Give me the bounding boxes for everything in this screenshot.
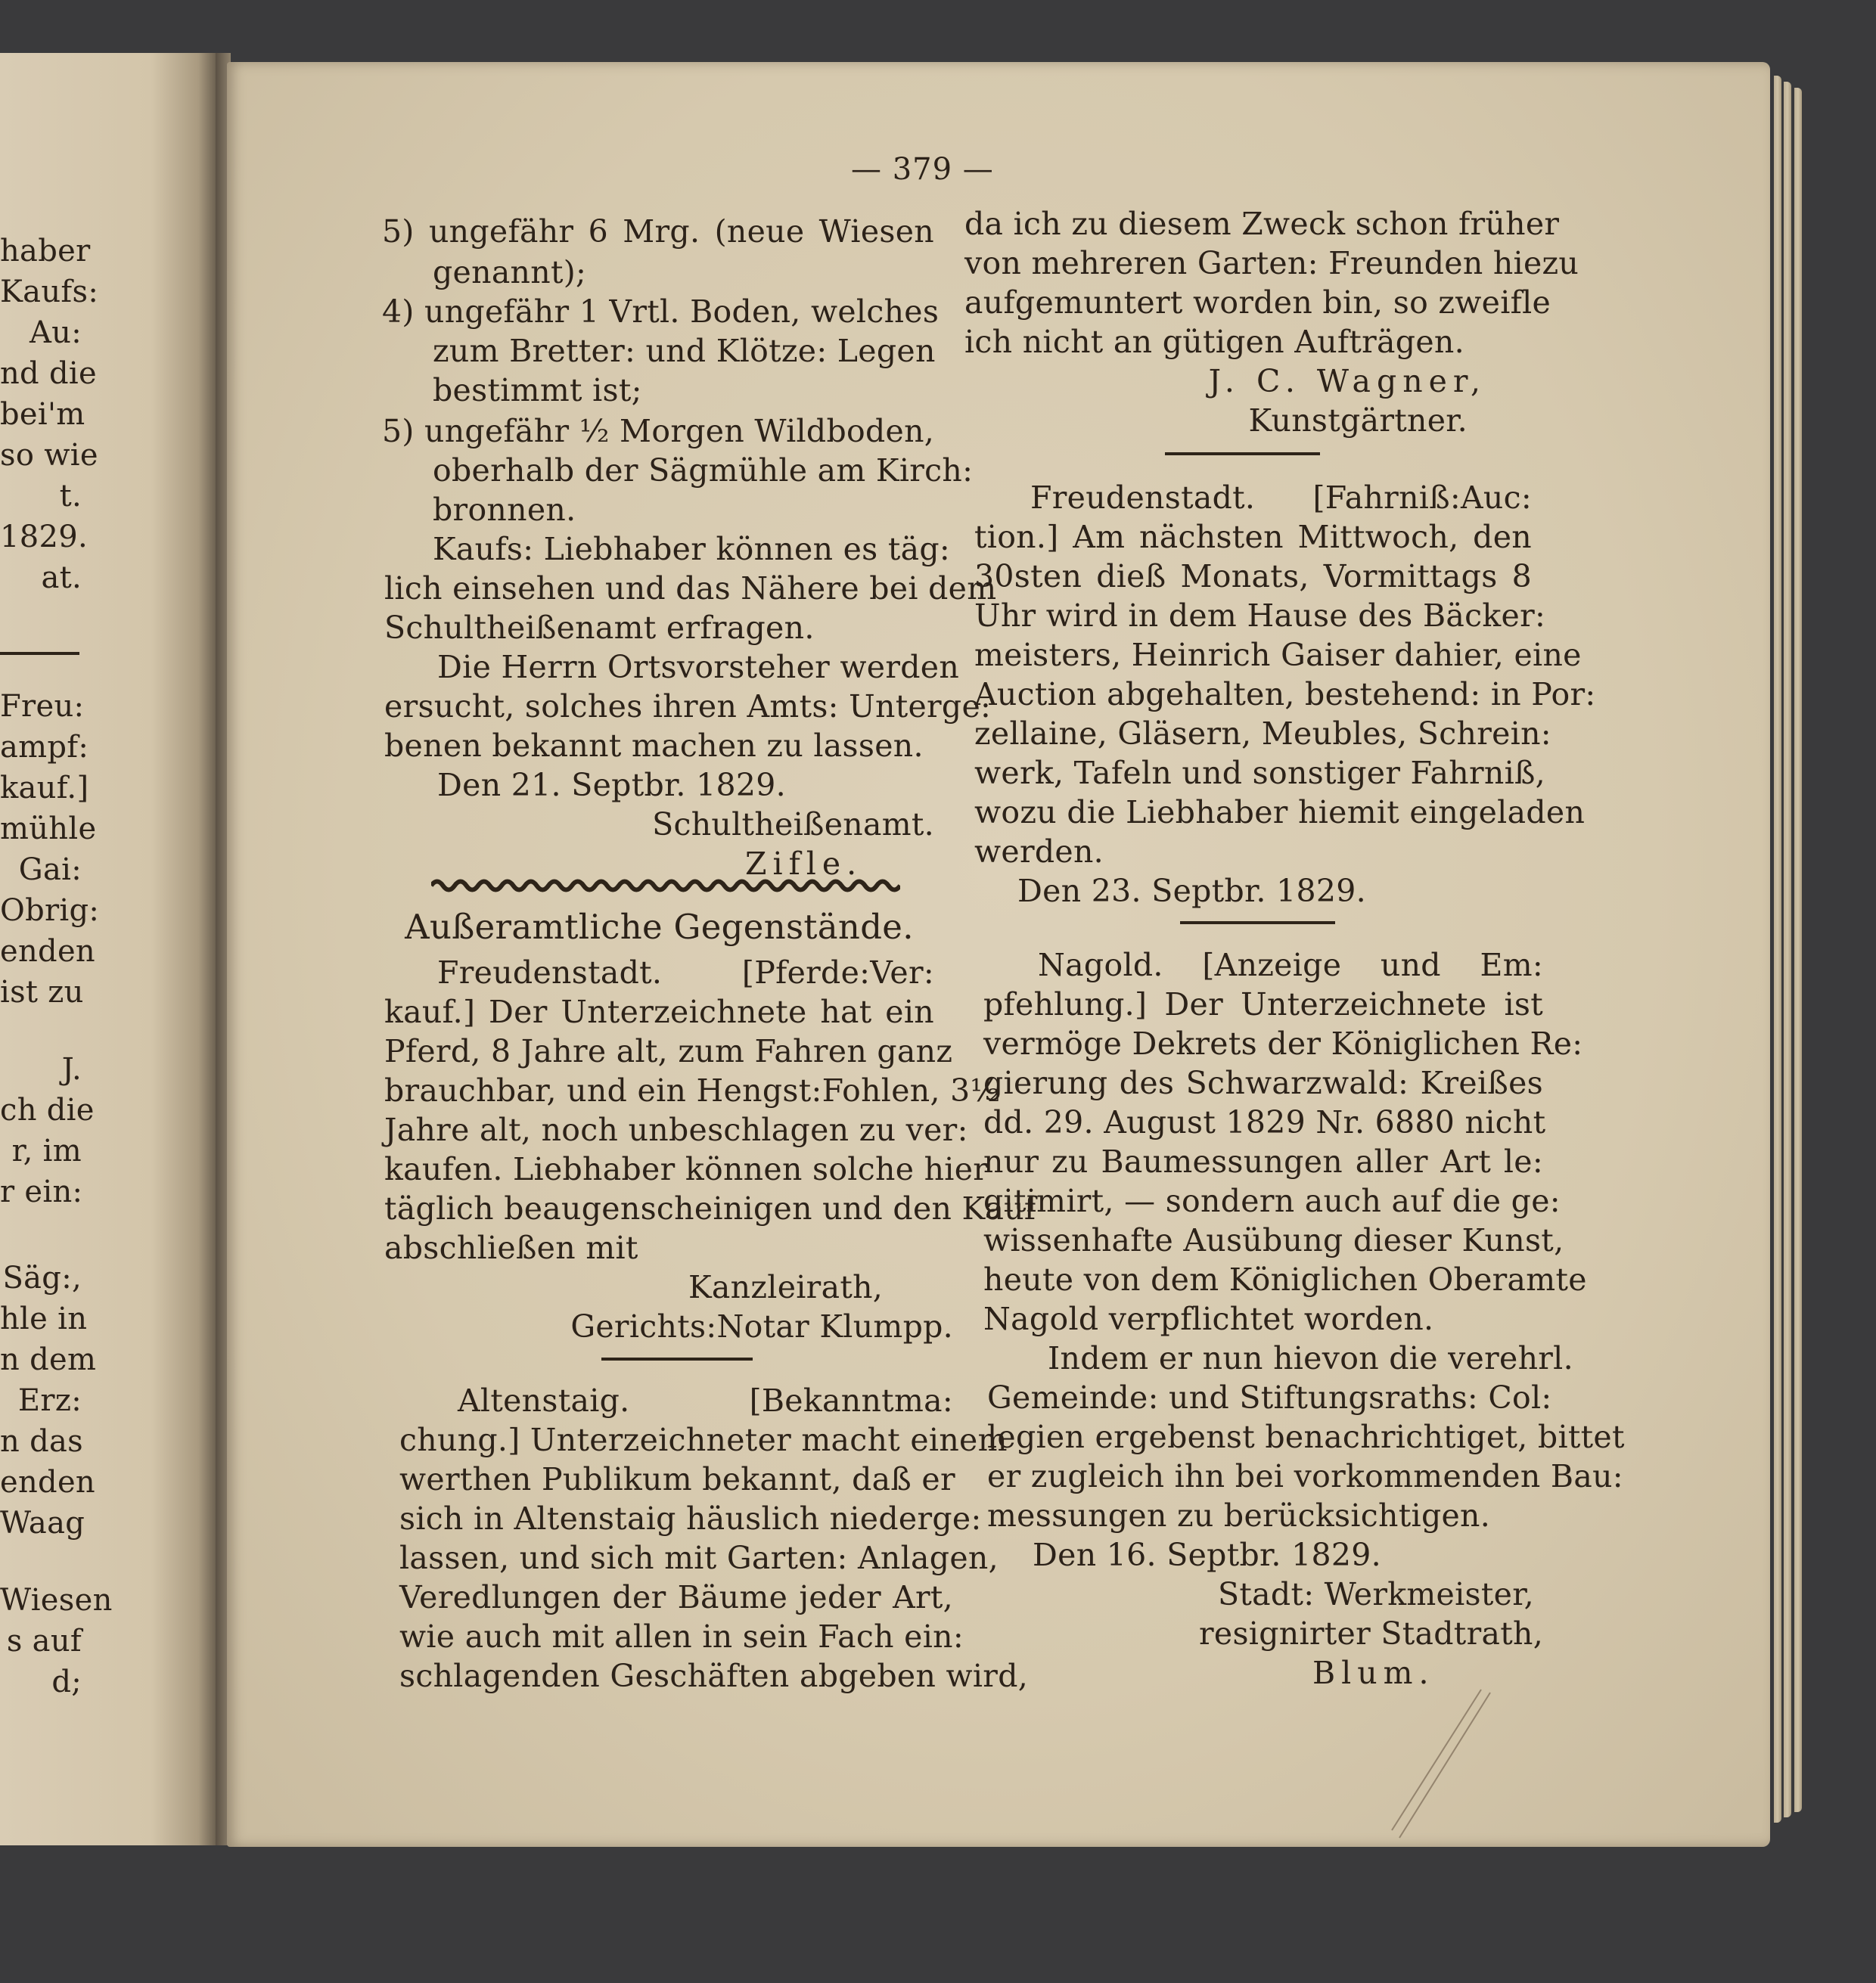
paragraph-line: Die Herrn Ortsvorsteher werden: [437, 649, 960, 685]
date-line: Den 16. Septbr. 1829.: [1033, 1537, 1381, 1573]
left-page-fragment: Erz:: [17, 1383, 82, 1418]
ad-line: Altenstaig. [Bekanntma:: [458, 1383, 953, 1419]
list-item: bestimmt ist;: [433, 372, 642, 408]
left-page-fragment: 1829.: [0, 520, 89, 554]
left-page-fragment: Au:: [29, 315, 82, 350]
left-page-fragment: kauf.]: [0, 771, 89, 805]
paragraph-line: lich einsehen und das Nähere bei dem: [384, 570, 997, 607]
list-item: 5) ungefähr ½ Morgen Wildboden,: [382, 413, 935, 449]
list-item: 5) ungefähr 6 Mrg. (neue Wiesen: [382, 213, 934, 250]
list-item: genannt);: [433, 254, 587, 290]
separator-rule: [1180, 921, 1335, 924]
left-page-fragment: ch die: [0, 1093, 95, 1128]
ad-line: gitimirt, — sondern auch auf die ge:: [983, 1183, 1561, 1219]
ad-line: wie auch mit allen in sein Fach ein:: [399, 1618, 964, 1655]
ad-line: dd. 29. August 1829 Nr. 6880 nicht: [983, 1104, 1546, 1140]
left-page-fragment: s auf: [6, 1624, 82, 1659]
signature-title: Stadt: Werkmeister,: [1218, 1576, 1534, 1612]
signature-title: resignirter Stadtrath,: [1199, 1615, 1544, 1652]
signature-title: Kunstgärtner.: [1248, 402, 1468, 439]
left-page-fragment: haber: [0, 234, 91, 268]
ad-line: von mehreren Garten: Freunden hiezu: [964, 245, 1579, 281]
ad-line: zellaine, Gläsern, Meubles, Schrein:: [974, 715, 1551, 752]
ad-line: abschließen mit: [384, 1230, 638, 1266]
ad-line: schlagenden Geschäften abgeben wird,: [399, 1658, 1029, 1694]
left-page-fragment: n das: [0, 1424, 83, 1459]
ad-line: Pferd, 8 Jahre alt, zum Fahren ganz: [384, 1033, 953, 1069]
list-item: oberhalb der Sägmühle am Kirch:: [433, 452, 974, 489]
ad-line: meisters, Heinrich Gaiser dahier, eine: [974, 637, 1582, 673]
ad-line: Freudenstadt. [Fahrniß:Auc:: [1030, 479, 1532, 516]
ad-line: messungen zu berücksichtigen.: [987, 1497, 1491, 1534]
list-item: zum Bretter: und Klötze: Legen: [433, 333, 936, 369]
left-page-fragment: ampf:: [0, 730, 89, 765]
left-page-fragment: n dem: [0, 1342, 97, 1377]
left-page-fragment: Wiesen: [0, 1583, 113, 1618]
signature-name: Blum.: [1312, 1655, 1435, 1691]
ad-line: wissenhafte Ausübung dieser Kunst,: [983, 1222, 1564, 1258]
left-page-fragment: t.: [59, 479, 82, 514]
ad-line: wozu die Liebhaber hiemit eingeladen: [974, 794, 1586, 830]
signature-name: Gerichts:Notar Klumpp.: [570, 1308, 953, 1345]
ad-line: werk, Tafeln und sonstiger Fahrniß,: [974, 755, 1546, 791]
paragraph-line: benen bekannt machen zu lassen.: [384, 728, 924, 764]
ad-line: er zugleich ihn bei vorkommenden Bau:: [987, 1458, 1623, 1494]
ad-line: heute von dem Königlichen Oberamte: [983, 1261, 1587, 1298]
left-page-fragment: r ein:: [0, 1175, 83, 1209]
date-line: Den 21. Septbr. 1829.: [437, 767, 786, 803]
left-page-fragment: Säg:,: [2, 1261, 82, 1296]
ad-line: Jahre alt, noch unbeschlagen zu ver:: [384, 1112, 968, 1148]
left-page-fragment: nd die: [0, 356, 97, 391]
list-item: bronnen.: [433, 492, 576, 528]
ad-line: Nagold verpflichtet worden.: [983, 1301, 1434, 1337]
signature-name: J. C. Wagner,: [1208, 363, 1486, 399]
pencil-mark: [1384, 1687, 1498, 1845]
ad-line: lassen, und sich mit Garten: Anlagen,: [399, 1540, 999, 1576]
left-page-fragment: at.: [41, 560, 82, 595]
list-item: 4) ungefähr 1 Vrtl. Boden, welches: [382, 293, 940, 330]
ad-line: kauf.] Der Unterzeichnete hat ein: [384, 994, 934, 1030]
ad-line: 30sten dieß Monats, Vormittags 8: [974, 558, 1532, 594]
ad-line: Freudenstadt. [Pferde:Ver:: [437, 954, 934, 991]
left-page-fragment: mühle: [0, 812, 97, 846]
signature-name: Zifle.: [745, 846, 863, 882]
left-page-fragment: so wie: [0, 438, 98, 473]
page-edge: [1794, 88, 1802, 1812]
left-page-fragment: enden: [0, 934, 95, 969]
paragraph-line: ersucht, solches ihren Amts: Unterge:: [384, 688, 992, 725]
left-page-fragment: Kaufs:: [0, 275, 99, 309]
ad-line: Veredlungen der Bäume jeder Art,: [399, 1579, 953, 1615]
section-heading: Außeramtliche Gegenstände.: [405, 907, 914, 947]
separator-rule: [1165, 452, 1320, 455]
left-page-fragment: bei'm: [0, 397, 85, 432]
paragraph-line: Kaufs: Liebhaber können es täg:: [433, 531, 951, 567]
left-page-fragment: hle in: [0, 1302, 88, 1336]
ad-line: täglich beaugenscheinigen und den Kauf: [384, 1190, 1036, 1227]
left-page-fragment: d;: [51, 1665, 82, 1699]
signature-office: Schultheißenamt.: [652, 806, 934, 843]
wavy-separator: [431, 877, 900, 894]
ad-line: Nagold. [Anzeige und Em:: [1038, 947, 1543, 983]
date-line: Den 23. Septbr. 1829.: [1017, 873, 1366, 909]
left-page-fragment: Gai:: [18, 852, 82, 887]
ad-line: da ich zu diesem Zweck schon früher: [964, 206, 1560, 242]
ad-line: aufgemuntert worden bin, so zweifle: [964, 284, 1551, 321]
ad-line: Uhr wird in dem Hause des Bäcker:: [974, 597, 1546, 634]
page-edge: [1784, 82, 1791, 1817]
ad-line: pfehlung.] Der Unterzeichnete ist: [983, 986, 1543, 1023]
ad-line: brauchbar, und ein Hengst:Fohlen, 3½: [384, 1072, 1001, 1109]
separator-rule: [0, 652, 79, 655]
ad-line: werden.: [974, 833, 1104, 870]
ad-line: Auction abgehalten, bestehend: in Por:: [974, 676, 1596, 712]
left-page-fragment: Obrig:: [0, 893, 100, 928]
paragraph-line: Schultheißenamt erfragen.: [384, 610, 815, 646]
left-page-fragment: Freu:: [0, 689, 85, 724]
left-page-fragment: r, im: [11, 1134, 82, 1168]
left-page-fragment: ist zu: [0, 975, 84, 1010]
ad-line: Indem er nun hievon die verehrl.: [1048, 1340, 1573, 1376]
signature-title: Kanzleirath,: [688, 1269, 884, 1305]
left-page-fragment: enden: [0, 1465, 95, 1500]
ad-line: sich in Altenstaig häuslich niederge:: [399, 1500, 982, 1537]
ad-line: ich nicht an gütigen Aufträgen.: [964, 324, 1464, 360]
ad-line: werthen Publikum bekannt, daß er: [399, 1461, 955, 1497]
left-page-fragment: J.: [61, 1052, 82, 1087]
ad-line: Gemeinde: und Stiftungsraths: Col:: [987, 1379, 1552, 1416]
page-number: — 379 —: [851, 152, 994, 187]
ad-line: vermöge Dekrets der Königlichen Re:: [983, 1026, 1583, 1062]
page-edge: [1774, 76, 1781, 1823]
ad-line: nur zu Baumessungen aller Art le:: [983, 1144, 1543, 1180]
ad-line: legien ergebenst benachrichtiget, bittet: [987, 1419, 1625, 1455]
ad-line: kaufen. Liebhaber können solche hier: [384, 1151, 989, 1187]
separator-rule: [601, 1358, 753, 1361]
left-page-fragment: Waag: [0, 1506, 85, 1541]
ad-line: gierung des Schwarzwald: Kreißes: [983, 1065, 1543, 1101]
ad-line: tion.] Am nächsten Mittwoch, den: [974, 519, 1532, 555]
ad-line: chung.] Unterzeichneter macht einem: [399, 1422, 1008, 1458]
